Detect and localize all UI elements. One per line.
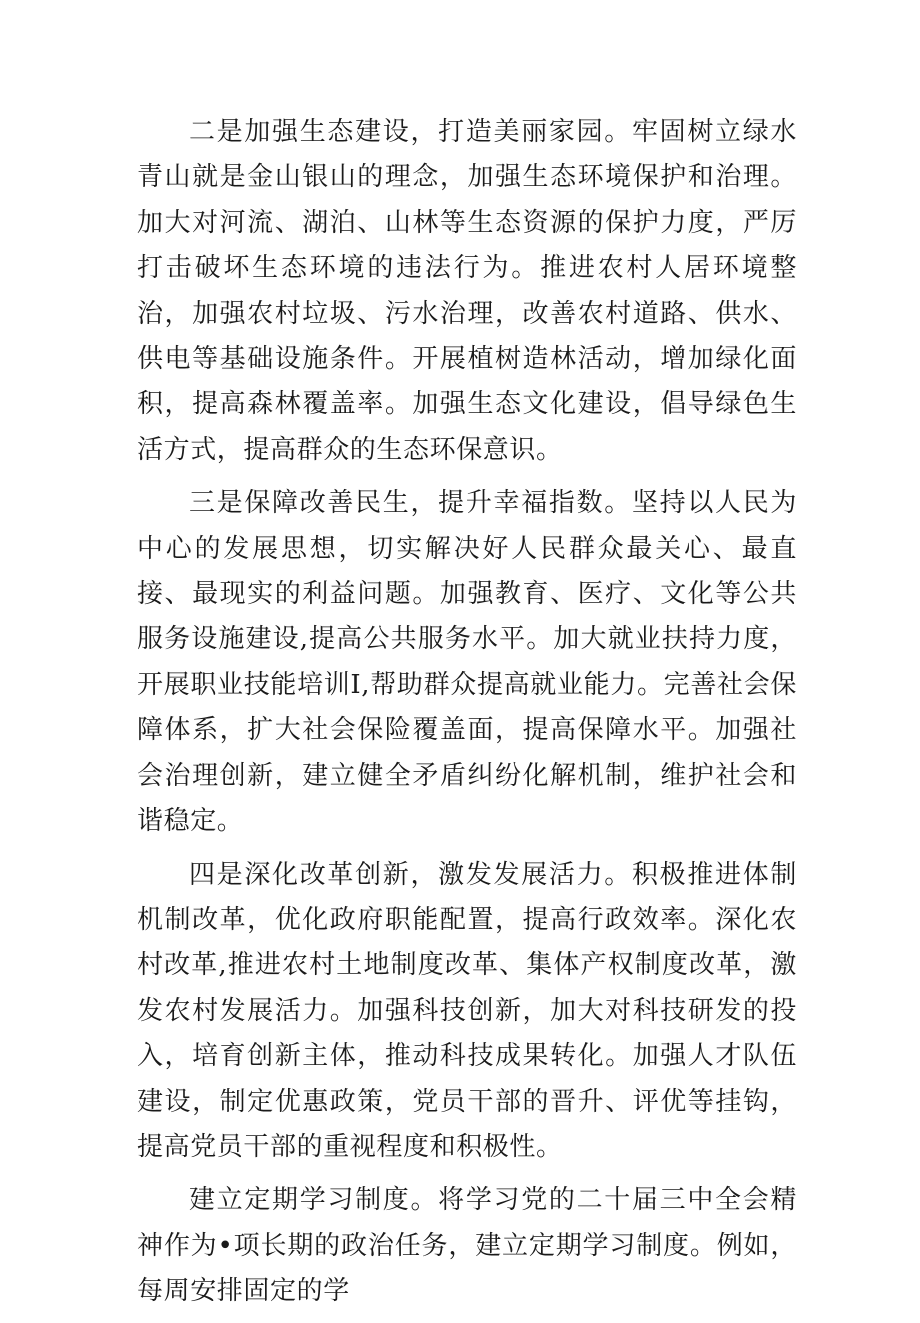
document-body	[137, 110, 797, 1323]
paragraph-livelihood: 三是保障改善民生，提升幸福指数。坚持以人民为中心的发展思想，切实解决好人民群众最关心、最直接、最现实的利益问题。加强教育、医疗、文化等公共服务设施建设,提高公共服务水平。加大就业扶持力度，开展职业技能培训I,帮助群众提高就业能力。完善社会保障体系，扩大社会保险覆盖面，提高保障水平。加强社会治理创新，建立健全矛盾纠纷化解机制，维护社会和谐稳定。	[137, 488, 797, 837]
paragraph-ecology: 二是加强生态建设，打造美丽家园。牢固树立绿水青山就是金山银山的理念，加强生态环境保护和治理。加大对河流、湖泊、山林等生态资源的保护力度，严厉打击破坏生态环境的违法行为。推进农村人居环境整治，加强农村垃圾、污水治理，改善农村道路、供水、供电等基础设施条件。开展植树造林活动，增加绿化面积，提高森林覆盖率。加强生态文化建设，倡导绿色生活方式，提高群众的生态环保意识。	[137, 117, 797, 465]
paragraph-reform: 四是深化改革创新，激发发展活力。积极推进体制机制改革，优化政府职能配置，提高行政效率。深化农村改革,推进农村土地制度改革、集体产权制度改革，激发农村发展活力。加强科技创新，加大对科技研发的投入，培育创新主体，推动科技成果转化。加强人才队伍建设，制定优惠政策，党员干部的晋升、评优等挂钩，提高党员干部的重视程度和积极性。	[137, 859, 797, 1162]
paragraph-study-system: 建立定期学习制度。将学习党的二十届三中全会精神作为•项长期的政治任务，建立定期学习制度。例如，每周安排固定的学	[137, 1185, 797, 1307]
